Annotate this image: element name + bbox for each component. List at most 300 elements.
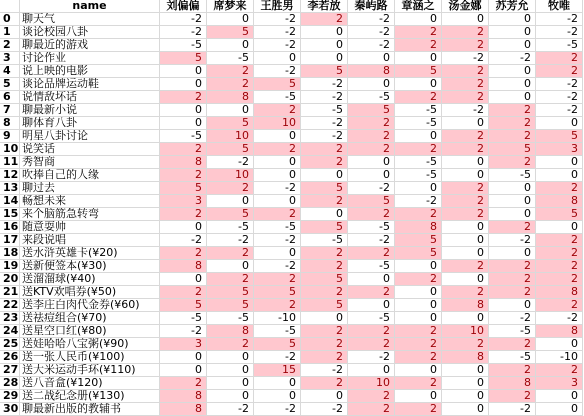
value-cell[interactable]: 5 bbox=[207, 286, 254, 299]
value-cell[interactable]: 2 bbox=[254, 143, 301, 156]
value-cell[interactable]: 2 bbox=[301, 13, 348, 26]
value-cell[interactable]: -2 bbox=[442, 52, 489, 65]
value-cell[interactable]: 0 bbox=[301, 169, 348, 182]
value-cell[interactable]: -2 bbox=[160, 13, 207, 26]
value-cell[interactable]: 2 bbox=[160, 169, 207, 182]
value-cell[interactable]: 2 bbox=[536, 234, 583, 247]
value-cell[interactable]: 2 bbox=[348, 286, 395, 299]
value-cell[interactable]: 8 bbox=[207, 91, 254, 104]
value-cell[interactable]: 0 bbox=[160, 364, 207, 377]
value-cell[interactable]: 5 bbox=[489, 143, 536, 156]
value-cell[interactable]: 0 bbox=[301, 26, 348, 39]
value-cell[interactable]: 2 bbox=[536, 65, 583, 78]
row-index[interactable]: 9 bbox=[0, 130, 20, 143]
value-cell[interactable]: 0 bbox=[395, 286, 442, 299]
row-index[interactable]: 1 bbox=[0, 26, 20, 39]
value-cell[interactable]: -2 bbox=[348, 26, 395, 39]
value-cell[interactable]: 2 bbox=[489, 156, 536, 169]
value-cell[interactable]: -2 bbox=[254, 351, 301, 364]
value-cell[interactable]: 3 bbox=[160, 195, 207, 208]
row-index[interactable]: 20 bbox=[0, 273, 20, 286]
value-cell[interactable]: 0 bbox=[207, 260, 254, 273]
row-name[interactable]: 聊最近的游戏 bbox=[20, 39, 160, 52]
value-cell[interactable]: -5 bbox=[536, 39, 583, 52]
value-cell[interactable]: 2 bbox=[489, 260, 536, 273]
value-cell[interactable]: -2 bbox=[536, 91, 583, 104]
value-cell[interactable]: 0 bbox=[301, 39, 348, 52]
column-header[interactable]: 李若放 bbox=[301, 0, 348, 13]
value-cell[interactable]: 8 bbox=[489, 377, 536, 390]
value-cell[interactable]: 2 bbox=[489, 338, 536, 351]
row-name[interactable]: 来段说唱 bbox=[20, 234, 160, 247]
value-cell[interactable]: -2 bbox=[160, 26, 207, 39]
value-cell[interactable]: -2 bbox=[254, 260, 301, 273]
value-cell[interactable]: 0 bbox=[489, 78, 536, 91]
row-name[interactable]: 明星八卦讨论 bbox=[20, 130, 160, 143]
value-cell[interactable]: 2 bbox=[395, 351, 442, 364]
value-cell[interactable]: 5 bbox=[254, 286, 301, 299]
value-cell[interactable]: 2 bbox=[489, 130, 536, 143]
value-cell[interactable]: 2 bbox=[489, 104, 536, 117]
row-name[interactable]: 送二战纪念册(¥130) bbox=[20, 390, 160, 403]
value-cell[interactable]: 0 bbox=[207, 39, 254, 52]
row-name[interactable]: 送祛痘组合(¥70) bbox=[20, 312, 160, 325]
column-header[interactable]: 汤金娜 bbox=[442, 0, 489, 13]
row-index[interactable]: 13 bbox=[0, 182, 20, 195]
value-cell[interactable]: 2 bbox=[207, 273, 254, 286]
value-cell[interactable]: 2 bbox=[254, 208, 301, 221]
row-index[interactable]: 26 bbox=[0, 351, 20, 364]
value-cell[interactable]: 5 bbox=[301, 299, 348, 312]
value-cell[interactable]: 0 bbox=[301, 208, 348, 221]
value-cell[interactable]: -2 bbox=[207, 234, 254, 247]
column-header[interactable]: 章涵之 bbox=[395, 0, 442, 13]
value-cell[interactable]: 0 bbox=[489, 247, 536, 260]
value-cell[interactable]: 2 bbox=[301, 338, 348, 351]
value-cell[interactable]: 2 bbox=[395, 403, 442, 416]
value-cell[interactable]: -2 bbox=[207, 403, 254, 416]
value-cell[interactable]: 2 bbox=[160, 286, 207, 299]
value-cell[interactable]: 10 bbox=[207, 130, 254, 143]
row-index[interactable]: 30 bbox=[0, 403, 20, 416]
value-cell[interactable]: 0 bbox=[207, 104, 254, 117]
value-cell[interactable]: 8 bbox=[348, 65, 395, 78]
row-name[interactable]: 送水浒英雄卡(¥20) bbox=[20, 247, 160, 260]
value-cell[interactable]: 2 bbox=[395, 377, 442, 390]
value-cell[interactable]: 0 bbox=[254, 156, 301, 169]
value-cell[interactable]: 0 bbox=[489, 65, 536, 78]
row-index[interactable]: 18 bbox=[0, 247, 20, 260]
value-cell[interactable]: 2 bbox=[442, 286, 489, 299]
value-cell[interactable]: -5 bbox=[395, 169, 442, 182]
row-name[interactable]: 讨论作业 bbox=[20, 52, 160, 65]
row-index[interactable]: 24 bbox=[0, 325, 20, 338]
value-cell[interactable]: 2 bbox=[442, 338, 489, 351]
value-cell[interactable]: -5 bbox=[207, 221, 254, 234]
value-cell[interactable]: 2 bbox=[348, 130, 395, 143]
value-cell[interactable]: 0 bbox=[160, 104, 207, 117]
value-cell[interactable]: 2 bbox=[489, 390, 536, 403]
value-cell[interactable]: 2 bbox=[442, 182, 489, 195]
value-cell[interactable]: 8 bbox=[160, 156, 207, 169]
value-cell[interactable]: 5 bbox=[536, 208, 583, 221]
row-name[interactable]: 送溜溜球(¥40) bbox=[20, 273, 160, 286]
value-cell[interactable]: 0 bbox=[536, 338, 583, 351]
value-cell[interactable]: 8 bbox=[536, 195, 583, 208]
value-cell[interactable]: 3 bbox=[160, 338, 207, 351]
value-cell[interactable]: 8 bbox=[536, 325, 583, 338]
value-cell[interactable]: 5 bbox=[395, 234, 442, 247]
value-cell[interactable]: 0 bbox=[207, 195, 254, 208]
row-name[interactable]: 来个脑筋急转弯 bbox=[20, 208, 160, 221]
value-cell[interactable]: 10 bbox=[254, 117, 301, 130]
value-cell[interactable]: -2 bbox=[442, 104, 489, 117]
value-cell[interactable]: 2 bbox=[160, 91, 207, 104]
value-cell[interactable]: -2 bbox=[207, 156, 254, 169]
value-cell[interactable]: -10 bbox=[536, 351, 583, 364]
row-index[interactable]: 2 bbox=[0, 39, 20, 52]
value-cell[interactable]: -2 bbox=[301, 403, 348, 416]
value-cell[interactable]: 2 bbox=[348, 208, 395, 221]
value-cell[interactable]: 0 bbox=[254, 169, 301, 182]
value-cell[interactable]: 0 bbox=[442, 169, 489, 182]
value-cell[interactable]: 0 bbox=[301, 390, 348, 403]
value-cell[interactable]: 2 bbox=[254, 299, 301, 312]
value-cell[interactable]: 2 bbox=[301, 286, 348, 299]
value-cell[interactable]: 5 bbox=[301, 273, 348, 286]
value-cell[interactable]: 5 bbox=[348, 195, 395, 208]
value-cell[interactable]: 5 bbox=[254, 78, 301, 91]
value-cell[interactable]: 0 bbox=[442, 13, 489, 26]
value-cell[interactable]: 2 bbox=[442, 130, 489, 143]
value-cell[interactable]: 2 bbox=[442, 208, 489, 221]
value-cell[interactable]: 2 bbox=[395, 338, 442, 351]
value-cell[interactable]: 0 bbox=[442, 377, 489, 390]
row-index[interactable]: 3 bbox=[0, 52, 20, 65]
value-cell[interactable]: 0 bbox=[536, 156, 583, 169]
value-cell[interactable]: 0 bbox=[348, 52, 395, 65]
value-cell[interactable]: 0 bbox=[395, 312, 442, 325]
row-name[interactable]: 送李庄白肉代金券(¥60) bbox=[20, 299, 160, 312]
value-cell[interactable]: -2 bbox=[395, 195, 442, 208]
value-cell[interactable]: 0 bbox=[395, 390, 442, 403]
value-cell[interactable]: 2 bbox=[207, 338, 254, 351]
value-cell[interactable]: 2 bbox=[348, 325, 395, 338]
value-cell[interactable]: 0 bbox=[254, 390, 301, 403]
value-cell[interactable]: 5 bbox=[207, 299, 254, 312]
value-cell[interactable]: 0 bbox=[207, 377, 254, 390]
value-cell[interactable]: -5 bbox=[207, 52, 254, 65]
value-cell[interactable]: 2 bbox=[301, 325, 348, 338]
value-cell[interactable]: 2 bbox=[489, 286, 536, 299]
value-cell[interactable]: 0 bbox=[395, 13, 442, 26]
value-cell[interactable]: 3 bbox=[536, 377, 583, 390]
value-cell[interactable]: -2 bbox=[301, 364, 348, 377]
value-cell[interactable]: 2 bbox=[207, 65, 254, 78]
row-name[interactable]: 聊最新出版的教辅书 bbox=[20, 403, 160, 416]
column-header[interactable]: 秦屿路 bbox=[348, 0, 395, 13]
row-index[interactable]: 0 bbox=[0, 13, 20, 26]
value-cell[interactable]: 2 bbox=[489, 364, 536, 377]
value-cell[interactable]: 0 bbox=[348, 78, 395, 91]
value-cell[interactable]: -2 bbox=[254, 182, 301, 195]
value-cell[interactable]: 5 bbox=[160, 52, 207, 65]
value-cell[interactable]: 0 bbox=[442, 312, 489, 325]
value-cell[interactable]: -2 bbox=[489, 234, 536, 247]
value-cell[interactable]: 2 bbox=[536, 364, 583, 377]
value-cell[interactable]: 2 bbox=[301, 351, 348, 364]
value-cell[interactable]: -2 bbox=[160, 325, 207, 338]
value-cell[interactable]: -2 bbox=[348, 182, 395, 195]
value-cell[interactable]: 0 bbox=[160, 117, 207, 130]
row-index[interactable]: 28 bbox=[0, 377, 20, 390]
row-index[interactable]: 14 bbox=[0, 195, 20, 208]
value-cell[interactable]: 0 bbox=[442, 390, 489, 403]
row-name[interactable]: 秀智商 bbox=[20, 156, 160, 169]
value-cell[interactable]: 0 bbox=[254, 130, 301, 143]
row-name[interactable]: 送八音盒(¥120) bbox=[20, 377, 160, 390]
value-cell[interactable]: 0 bbox=[207, 13, 254, 26]
value-cell[interactable]: 10 bbox=[442, 325, 489, 338]
value-cell[interactable]: 0 bbox=[536, 169, 583, 182]
row-name[interactable]: 谈论品牌运动鞋 bbox=[20, 78, 160, 91]
value-cell[interactable]: 2 bbox=[301, 143, 348, 156]
row-index[interactable]: 29 bbox=[0, 390, 20, 403]
value-cell[interactable]: -2 bbox=[489, 403, 536, 416]
value-cell[interactable]: 0 bbox=[442, 403, 489, 416]
value-cell[interactable]: 2 bbox=[536, 52, 583, 65]
value-cell[interactable]: 0 bbox=[536, 221, 583, 234]
value-cell[interactable]: -5 bbox=[301, 104, 348, 117]
value-cell[interactable]: 2 bbox=[395, 325, 442, 338]
value-cell[interactable]: 2 bbox=[489, 273, 536, 286]
value-cell[interactable]: 0 bbox=[489, 91, 536, 104]
row-name[interactable]: 送娃哈哈八宝粥(¥90) bbox=[20, 338, 160, 351]
value-cell[interactable]: -5 bbox=[348, 260, 395, 273]
value-cell[interactable]: -2 bbox=[489, 312, 536, 325]
value-cell[interactable]: -2 bbox=[348, 13, 395, 26]
value-cell[interactable]: 2 bbox=[442, 39, 489, 52]
row-name[interactable]: 送一张人民币(¥100) bbox=[20, 351, 160, 364]
value-cell[interactable]: -2 bbox=[254, 39, 301, 52]
value-cell[interactable]: 2 bbox=[442, 65, 489, 78]
row-index[interactable]: 4 bbox=[0, 65, 20, 78]
value-cell[interactable]: 0 bbox=[489, 26, 536, 39]
value-cell[interactable]: 0 bbox=[395, 130, 442, 143]
row-index[interactable]: 12 bbox=[0, 169, 20, 182]
value-cell[interactable]: 0 bbox=[395, 364, 442, 377]
value-cell[interactable]: 2 bbox=[536, 299, 583, 312]
value-cell[interactable]: -2 bbox=[301, 78, 348, 91]
value-cell[interactable]: 2 bbox=[301, 156, 348, 169]
row-name[interactable]: 聊天气 bbox=[20, 13, 160, 26]
value-cell[interactable]: 2 bbox=[160, 208, 207, 221]
value-cell[interactable]: 2 bbox=[536, 260, 583, 273]
value-cell[interactable]: 5 bbox=[395, 65, 442, 78]
value-cell[interactable]: 10 bbox=[207, 169, 254, 182]
value-cell[interactable]: -5 bbox=[489, 169, 536, 182]
value-cell[interactable]: 8 bbox=[395, 221, 442, 234]
row-index[interactable]: 11 bbox=[0, 156, 20, 169]
value-cell[interactable]: 2 bbox=[301, 377, 348, 390]
row-name[interactable]: 随意耍帅 bbox=[20, 221, 160, 234]
value-cell[interactable]: 2 bbox=[348, 117, 395, 130]
value-cell[interactable]: 0 bbox=[442, 156, 489, 169]
value-cell[interactable]: 2 bbox=[254, 273, 301, 286]
row-name[interactable]: 说情敌坏话 bbox=[20, 91, 160, 104]
value-cell[interactable]: -2 bbox=[254, 26, 301, 39]
value-cell[interactable]: 8 bbox=[160, 390, 207, 403]
row-name[interactable]: 畅想未来 bbox=[20, 195, 160, 208]
row-name[interactable]: 谈论校园八卦 bbox=[20, 26, 160, 39]
value-cell[interactable]: -2 bbox=[348, 39, 395, 52]
value-cell[interactable]: 0 bbox=[489, 182, 536, 195]
value-cell[interactable]: -2 bbox=[301, 117, 348, 130]
name-column-header[interactable]: name bbox=[20, 0, 160, 13]
value-cell[interactable]: 2 bbox=[207, 78, 254, 91]
value-cell[interactable]: 0 bbox=[207, 351, 254, 364]
value-cell[interactable]: 0 bbox=[442, 117, 489, 130]
value-cell[interactable]: -2 bbox=[536, 26, 583, 39]
value-cell[interactable]: 0 bbox=[442, 234, 489, 247]
value-cell[interactable]: 2 bbox=[301, 260, 348, 273]
row-index[interactable]: 6 bbox=[0, 91, 20, 104]
row-name[interactable]: 送星空口红(¥80) bbox=[20, 325, 160, 338]
value-cell[interactable]: 2 bbox=[395, 26, 442, 39]
row-index[interactable]: 16 bbox=[0, 221, 20, 234]
value-cell[interactable]: 0 bbox=[442, 273, 489, 286]
value-cell[interactable]: -5 bbox=[395, 117, 442, 130]
value-cell[interactable]: -5 bbox=[395, 104, 442, 117]
value-cell[interactable]: 2 bbox=[489, 221, 536, 234]
value-cell[interactable]: 2 bbox=[395, 143, 442, 156]
value-cell[interactable]: 0 bbox=[254, 247, 301, 260]
value-cell[interactable]: -5 bbox=[348, 91, 395, 104]
value-cell[interactable]: 0 bbox=[489, 13, 536, 26]
index-header[interactable] bbox=[0, 0, 20, 13]
row-name[interactable]: 说上映的电影 bbox=[20, 65, 160, 78]
value-cell[interactable]: 2 bbox=[536, 247, 583, 260]
value-cell[interactable]: 0 bbox=[489, 299, 536, 312]
value-cell[interactable]: 0 bbox=[160, 221, 207, 234]
value-cell[interactable]: 8 bbox=[160, 403, 207, 416]
value-cell[interactable]: -5 bbox=[489, 325, 536, 338]
value-cell[interactable]: 0 bbox=[536, 403, 583, 416]
value-cell[interactable]: 2 bbox=[489, 117, 536, 130]
value-cell[interactable]: 5 bbox=[395, 247, 442, 260]
value-cell[interactable]: 5 bbox=[160, 299, 207, 312]
row-name[interactable]: 聊过去 bbox=[20, 182, 160, 195]
column-header[interactable]: 苏芳允 bbox=[489, 0, 536, 13]
value-cell[interactable]: 5 bbox=[207, 143, 254, 156]
value-cell[interactable]: 2 bbox=[442, 26, 489, 39]
value-cell[interactable]: 0 bbox=[395, 78, 442, 91]
value-cell[interactable]: 8 bbox=[442, 351, 489, 364]
value-cell[interactable]: 2 bbox=[348, 390, 395, 403]
row-name[interactable]: 聊最新小说 bbox=[20, 104, 160, 117]
row-index[interactable]: 10 bbox=[0, 143, 20, 156]
value-cell[interactable]: 0 bbox=[160, 351, 207, 364]
value-cell[interactable]: 2 bbox=[395, 273, 442, 286]
value-cell[interactable]: 0 bbox=[254, 52, 301, 65]
value-cell[interactable]: 3 bbox=[536, 143, 583, 156]
value-cell[interactable]: 2 bbox=[348, 338, 395, 351]
value-cell[interactable]: 0 bbox=[536, 390, 583, 403]
value-cell[interactable]: -5 bbox=[254, 221, 301, 234]
value-cell[interactable]: 2 bbox=[395, 91, 442, 104]
value-cell[interactable]: -2 bbox=[489, 52, 536, 65]
value-cell[interactable]: -2 bbox=[254, 13, 301, 26]
value-cell[interactable]: 2 bbox=[348, 143, 395, 156]
value-cell[interactable]: 0 bbox=[489, 208, 536, 221]
value-cell[interactable]: 5 bbox=[301, 182, 348, 195]
value-cell[interactable]: 0 bbox=[395, 299, 442, 312]
row-name[interactable]: 送大米运动手环(¥110) bbox=[20, 364, 160, 377]
value-cell[interactable]: 10 bbox=[348, 377, 395, 390]
value-cell[interactable]: -2 bbox=[536, 78, 583, 91]
value-cell[interactable]: -2 bbox=[348, 234, 395, 247]
row-name[interactable]: 送新便签本(¥30) bbox=[20, 260, 160, 273]
value-cell[interactable]: 2 bbox=[207, 247, 254, 260]
value-cell[interactable]: -2 bbox=[536, 104, 583, 117]
value-cell[interactable]: 0 bbox=[207, 390, 254, 403]
value-cell[interactable]: 0 bbox=[348, 169, 395, 182]
row-index[interactable]: 25 bbox=[0, 338, 20, 351]
value-cell[interactable]: 8 bbox=[160, 260, 207, 273]
value-cell[interactable]: 0 bbox=[442, 247, 489, 260]
value-cell[interactable]: 5 bbox=[536, 130, 583, 143]
value-cell[interactable]: -5 bbox=[207, 312, 254, 325]
value-cell[interactable]: 2 bbox=[207, 182, 254, 195]
value-cell[interactable]: 8 bbox=[442, 299, 489, 312]
value-cell[interactable]: -2 bbox=[301, 91, 348, 104]
value-cell[interactable]: 0 bbox=[536, 117, 583, 130]
value-cell[interactable]: 2 bbox=[442, 91, 489, 104]
value-cell[interactable]: 5 bbox=[301, 65, 348, 78]
value-cell[interactable]: 8 bbox=[536, 286, 583, 299]
value-cell[interactable]: -5 bbox=[348, 312, 395, 325]
value-cell[interactable]: 0 bbox=[442, 364, 489, 377]
row-index[interactable]: 21 bbox=[0, 286, 20, 299]
value-cell[interactable]: 2 bbox=[536, 273, 583, 286]
value-cell[interactable]: -2 bbox=[254, 234, 301, 247]
value-cell[interactable]: -5 bbox=[254, 325, 301, 338]
value-cell[interactable]: 0 bbox=[348, 156, 395, 169]
value-cell[interactable]: 0 bbox=[254, 195, 301, 208]
value-cell[interactable]: 0 bbox=[395, 182, 442, 195]
value-cell[interactable]: 0 bbox=[160, 273, 207, 286]
value-cell[interactable]: -2 bbox=[254, 403, 301, 416]
value-cell[interactable]: 2 bbox=[536, 182, 583, 195]
value-cell[interactable]: -5 bbox=[160, 39, 207, 52]
value-cell[interactable]: 2 bbox=[160, 377, 207, 390]
value-cell[interactable]: 2 bbox=[301, 195, 348, 208]
row-name[interactable]: 吹捧自己的人缘 bbox=[20, 169, 160, 182]
value-cell[interactable]: 2 bbox=[254, 104, 301, 117]
value-cell[interactable]: -5 bbox=[160, 130, 207, 143]
row-name[interactable]: 说笑话 bbox=[20, 143, 160, 156]
value-cell[interactable]: 2 bbox=[160, 143, 207, 156]
value-cell[interactable]: 5 bbox=[348, 104, 395, 117]
value-cell[interactable]: 15 bbox=[254, 364, 301, 377]
value-cell[interactable]: -2 bbox=[348, 351, 395, 364]
value-cell[interactable]: 0 bbox=[489, 195, 536, 208]
row-index[interactable]: 19 bbox=[0, 260, 20, 273]
value-cell[interactable]: -2 bbox=[301, 130, 348, 143]
value-cell[interactable]: -2 bbox=[160, 234, 207, 247]
value-cell[interactable]: 2 bbox=[442, 143, 489, 156]
value-cell[interactable]: 2 bbox=[160, 247, 207, 260]
